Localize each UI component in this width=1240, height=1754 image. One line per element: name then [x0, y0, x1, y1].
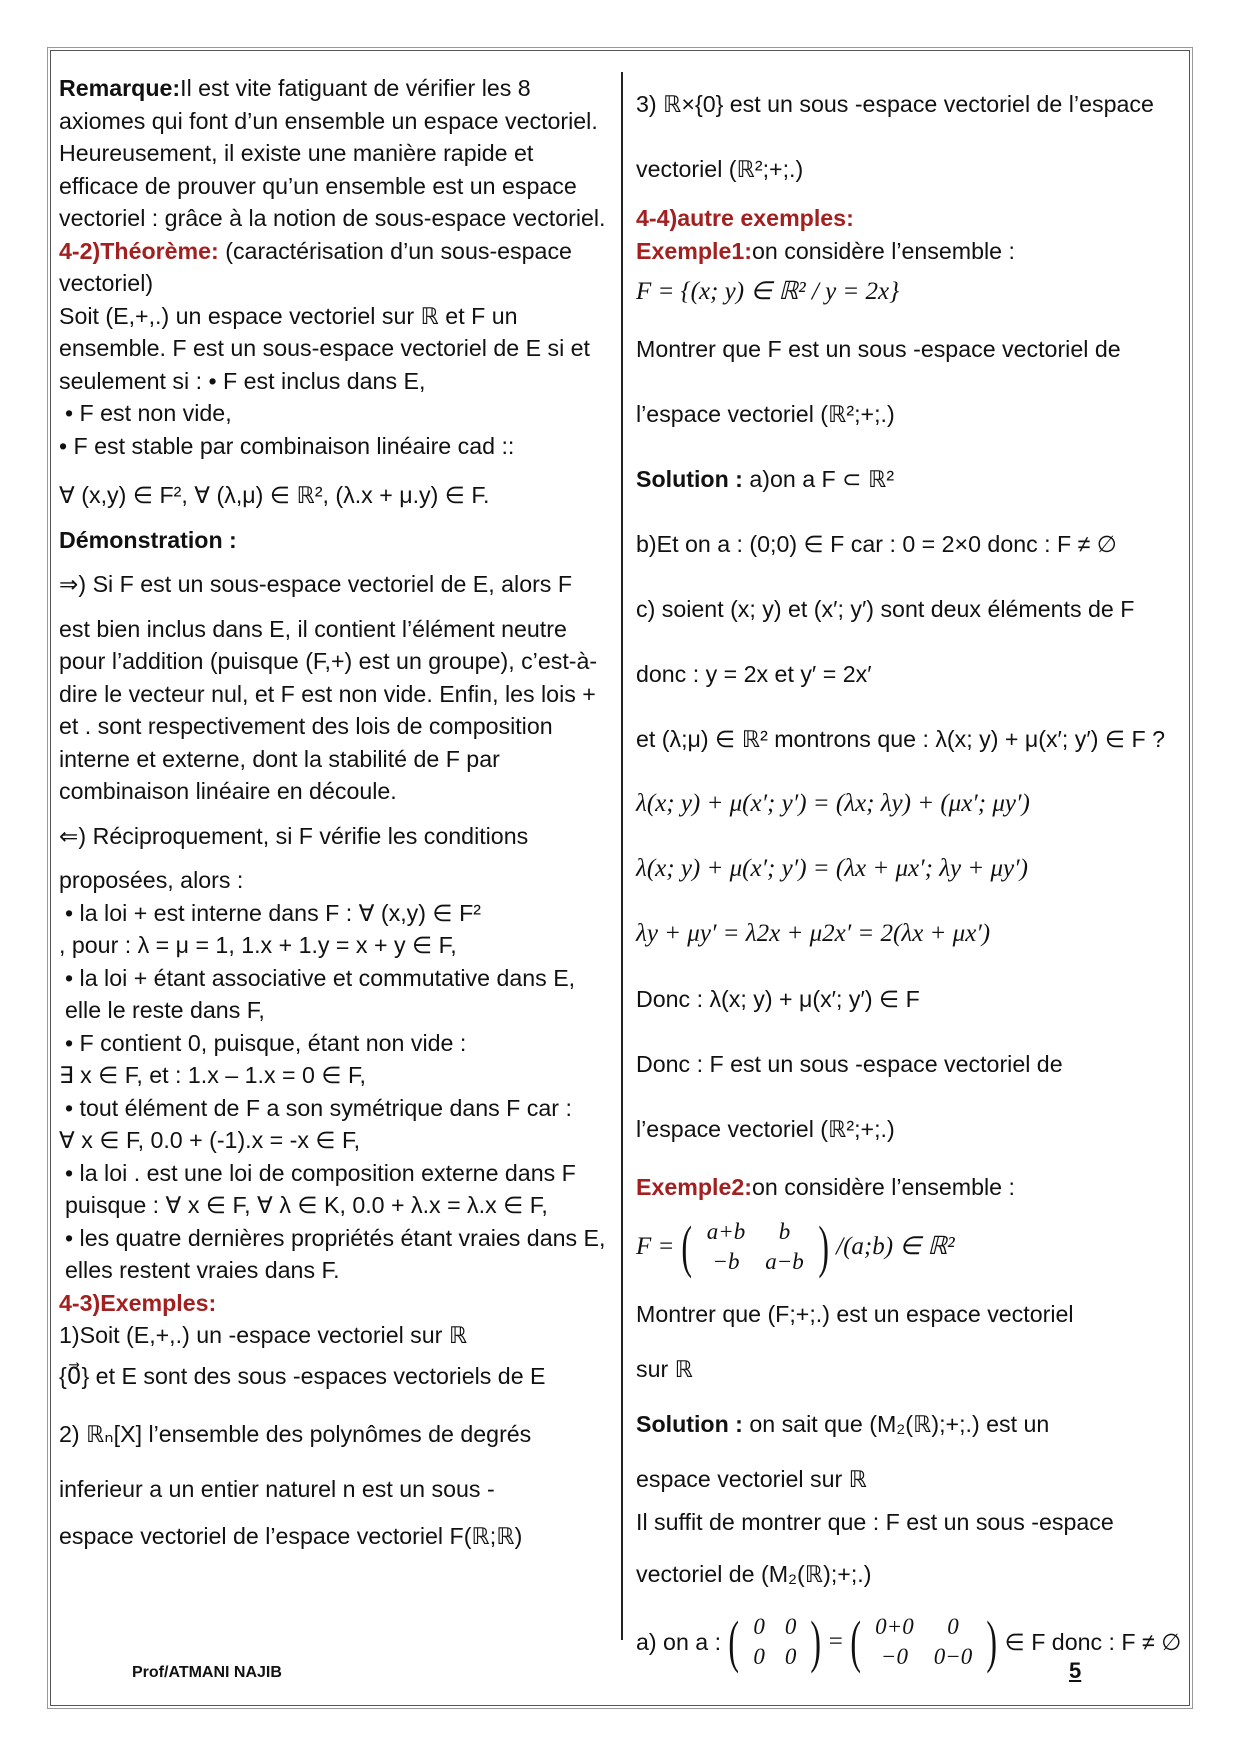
condition-stable: • F est stable par combinaison linéaire cad ::: [59, 432, 515, 459]
set-f2-matrix: ( a+b b −b a−b ): [681, 1214, 829, 1279]
sol2-d: vectoriel de (M₂(ℝ);+;.): [636, 1561, 872, 1588]
page-number: 5: [1069, 1658, 1082, 1683]
exemple1-label: Exemple1:: [636, 237, 752, 264]
matrix-cell: 0−0: [933, 1644, 973, 1669]
set-f2-prefix: F =: [636, 1232, 675, 1260]
sol2-a-wrap: [636, 1392, 1184, 1457]
sol1-a: a)on a F ⊂ ℝ²: [749, 466, 895, 493]
autre-exemples-heading: 4-4)autre exemples:: [636, 205, 854, 231]
list-item: • la loi . est une loi de composition externe dans F puisque : ∀ x ∈ F, ∀ λ ∈ K, 0.0 + λ.x = λ.x ∈ F,: [65, 1159, 576, 1218]
list-item: • tout élément de F a son symétrique dans F car :: [65, 1094, 572, 1121]
remarque-text: Il est vite fatiguant de vérifier les 8 axiomes qui font d’un ensemble un espace vectoriel. Heureusement, il existe une manière rapide et efficace de prouver qu’un ensemble est un espace vectoriel : grâce à la notion de sous-espace vectoriel.: [59, 75, 606, 231]
donc2-a: Donc : F est un sous -espace vectoriel de: [636, 1051, 1063, 1078]
donc1: Donc : λ(x; y) + μ(x′; y′) ∈ F: [636, 986, 920, 1013]
demo-reverse-line2: proposées, alors :: [59, 867, 244, 893]
montrer2-a-wrap: [636, 1282, 1184, 1347]
sum-matrix: ( 0+0 0 −0 0−0 ): [850, 1609, 998, 1674]
montrer1-b: l’espace vectoriel (ℝ²;+;.): [636, 401, 895, 428]
sol1-e: et (λ;μ) ∈ ℝ² montrons que : λ(x; y) + μ(x′; y′) ∈ F ?: [636, 726, 1166, 753]
sol1-d: donc : y = 2x et y′ = 2x′: [636, 661, 872, 688]
sol2-e-wrap: a) on a : ( 0 0 0 0 ) = ( 0+0 0 −0 0−0 ) ∈ F donc : F ≠ ∅: [636, 1609, 1182, 1674]
condition-nonempty: • F est non vide,: [65, 400, 232, 426]
montrer2-b: sur ℝ: [636, 1356, 694, 1383]
sol1-b: b)Et on a : (0;0) ∈ F car : 0 = 2×0 donc : F ≠ ∅: [636, 531, 1118, 558]
demo-direct-line1: ⇒) Si F est un sous-espace vectoriel de E, alors F: [59, 571, 573, 597]
example2-line3: espace vectoriel de l’espace vectoriel F(ℝ;ℝ): [59, 1523, 523, 1550]
montrer2-b-wrap: [636, 1347, 1184, 1392]
equation-2: λ(x; y) + μ(x′; y′) = (λx + μx′; λy + μy′): [636, 855, 1028, 883]
donc2-b: l’espace vectoriel (ℝ²;+;.): [636, 1116, 895, 1143]
sol2-e-suffix: ∈ F donc : F ≠ ∅: [1004, 1628, 1182, 1655]
matrix-cell: 0: [784, 1644, 797, 1669]
montrer1-b-wrap: [636, 382, 1184, 447]
example2-line1-wrap: [59, 1402, 611, 1467]
sol1-c: c) soient (x; y) et (x′; y′) sont deux éléments de F: [636, 596, 1135, 623]
footer-author: Prof/ATMANI NAJIB: [132, 1664, 282, 1681]
list-item: • les quatre dernières propriétés étant vraies dans E, elles restent vraies dans F.: [65, 1224, 606, 1283]
ex3-line2: vectoriel (ℝ²;+;.): [636, 156, 804, 183]
right-column: [636, 72, 1184, 1677]
exemple1-line: [636, 235, 1184, 268]
example1-line2: {0⃗} et E sont des sous -espaces vectoriels de E: [59, 1363, 546, 1390]
example2-line1: 2) ℝₙ[X] l’ensemble des polynômes de degrés: [59, 1420, 532, 1447]
matrix-cell: 0: [784, 1614, 797, 1639]
montrer2-a: Montrer que (F;+;.) est un espace vectoriel: [636, 1301, 1074, 1328]
set-f1-wrap: [636, 267, 1184, 317]
list-item: , pour : λ = μ = 1, 1.x + 1.y = x + y ∈ F,: [59, 932, 457, 958]
ex3-line1: 3) ℝ×{0} est un sous -espace vectoriel de l’espace: [636, 91, 1154, 118]
matrix-cell: 0: [947, 1614, 959, 1639]
ex3-line1-wrap: [636, 72, 1184, 137]
sol2-c-wrap: [636, 1502, 1184, 1542]
montrer1-a: Montrer que F est un sous -espace vectoriel de: [636, 336, 1121, 363]
exemple2-label: Exemple2:: [636, 1173, 752, 1200]
eq1-wrap: [636, 772, 1184, 837]
equation-1: λ(x; y) + μ(x′; y′) = (λx; λy) + (μx′; μy′): [636, 790, 1030, 818]
exemple1-text: on considère l’ensemble :: [752, 237, 1015, 264]
left-column: [59, 72, 611, 1562]
example2-line3-wrap: [59, 1512, 611, 1562]
list-item: ∃ x ∈ F, et : 1.x – 1.x = 0 ∈ F,: [59, 1062, 366, 1088]
sol1-e-wrap: [636, 707, 1184, 772]
matrix-cell: 0: [753, 1614, 765, 1639]
matrix-cell: −b: [712, 1249, 740, 1274]
list-item: • la loi + étant associative et commutative dans E, elle le reste dans F,: [65, 964, 576, 1023]
sol2-b: espace vectoriel sur ℝ: [636, 1466, 868, 1493]
donc1-wrap: [636, 967, 1184, 1032]
example1-line2-wrap: [59, 1352, 611, 1402]
ex3-line2-wrap: [636, 137, 1184, 202]
sol1-c-wrap: [636, 577, 1184, 642]
matrix-cell: 0: [753, 1644, 765, 1669]
sol1-d-wrap: [636, 642, 1184, 707]
remarque-label: Remarque:: [59, 75, 181, 101]
sol2-d-wrap: [636, 1542, 1184, 1607]
solution2-label: Solution :: [636, 1411, 743, 1438]
matrix-cell: 0+0: [875, 1614, 914, 1639]
theoreme-text: Soit (E,+,.) un espace vectoriel sur ℝ et F un ensemble. F est un sous-espace vectoriel de E si et seulement si : • F est inclus dans E,: [59, 302, 591, 394]
column-divider: [621, 72, 623, 1640]
example1-line1: 1)Soit (E,+,.) un -espace vectoriel sur ℝ: [59, 1322, 468, 1348]
list-item: • la loi + est interne dans F : ∀ (x,y) ∈ F²: [65, 899, 481, 926]
exemples-heading: 4-3)Exemples:: [59, 1289, 217, 1316]
set-f2-suffix: /(a;b) ∈ ℝ²: [836, 1232, 955, 1260]
theoreme-subtitle: (caractérisation d’un sous-espace vectoriel): [59, 237, 572, 296]
equation-3: λy + μy′ = λ2x + μ2x′ = 2(λx + μx′): [636, 920, 991, 948]
exemple2-wrap: [636, 1162, 1184, 1212]
sol2-e-prefix: a) on a :: [636, 1628, 722, 1655]
solution1-label: Solution :: [636, 466, 743, 493]
example2-line2: inferieur a un entier naturel n est un sous -: [59, 1475, 495, 1502]
theoreme-heading: 4-2)Théorème:: [59, 237, 219, 264]
sol2-c: Il suffit de montrer que : F est un sous -espace: [636, 1508, 1114, 1535]
sol2-b-wrap: [636, 1457, 1184, 1502]
zero-matrix: ( 0 0 0 0 ): [728, 1609, 822, 1674]
matrix-cell: −0: [880, 1644, 908, 1669]
matrix-cell: a−b: [765, 1249, 804, 1274]
matrix-cell: b: [778, 1219, 791, 1244]
sol1-a-wrap: [636, 447, 1184, 512]
demo-direct-body: est bien inclus dans E, il contient l’élément neutre pour l’addition (puisque (F,+) est un groupe), c’est-à-dire le vecteur nul, et F est non vide. Enfin, les lois + et . sont respectivement des lois de composition interne et externe, dont la stabilité de F par combinaison linéaire en découle.: [59, 615, 598, 804]
sol1-b-wrap: [636, 512, 1184, 577]
demo-reverse-line1: ⇐) Réciproquement, si F vérifie les conditions: [59, 822, 529, 849]
set-f1-formula: F = {(x; y) ∈ ℝ² / y = 2x}: [636, 277, 900, 305]
eq2-wrap: [636, 837, 1184, 902]
example2-line2-wrap: [59, 1467, 611, 1512]
donc2-a-wrap: [636, 1032, 1184, 1097]
sol2-a: on sait que (M₂(ℝ);+;.) est un: [749, 1411, 1050, 1438]
demonstration-label: Démonstration :: [59, 526, 237, 553]
matrix-cell: a+b: [706, 1219, 746, 1244]
remarque-paragraph: [59, 72, 611, 235]
list-item: ∀ x ∈ F, 0.0 + (-1).x = -x ∈ F,: [59, 1127, 361, 1153]
montrer1-a-wrap: [636, 317, 1184, 382]
set-f2-wrap: [636, 1212, 1184, 1282]
eq3-wrap: [636, 902, 1184, 967]
exemple2-text: on considère l’ensemble :: [752, 1173, 1015, 1200]
list-item: • F contient 0, puisque, étant non vide :: [65, 1029, 467, 1056]
theoreme-heading-line: [59, 235, 611, 300]
donc2-b-wrap: [636, 1097, 1184, 1162]
condition-formula: ∀ (x,y) ∈ F², ∀ (λ,μ) ∈ ℝ², (λ.x + μ.y) ∈ F.: [59, 482, 490, 508]
